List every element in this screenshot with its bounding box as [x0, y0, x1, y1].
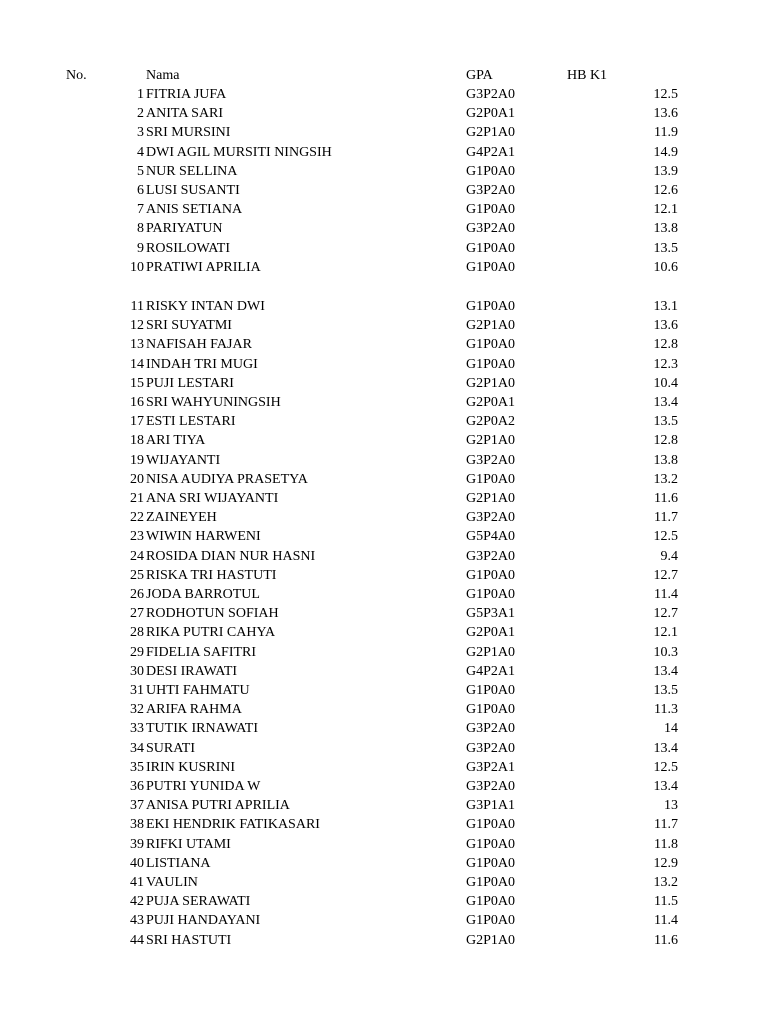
table-row — [0, 547, 768, 566]
table-row — [0, 374, 768, 393]
table-row — [0, 527, 768, 546]
row-number: 28 — [130, 625, 144, 641]
table-row — [0, 181, 768, 200]
row-number: 26 — [130, 587, 144, 602]
row-gpa: G2P0A1 — [466, 625, 516, 641]
row-hb-k1: 13.5 — [653, 683, 678, 698]
row-gpa: G3P2A0 — [466, 721, 516, 737]
row-hb-k1: 12.3 — [653, 356, 678, 372]
row-hb-k1: 11.5 — [654, 894, 678, 910]
row-hb-k1: 10.3 — [653, 644, 678, 660]
row-nama: NAFISAH FAJAR — [146, 337, 252, 353]
row-hb-k1: 12.7 — [653, 567, 678, 583]
row-hb-k1: 10.6 — [653, 259, 678, 275]
row-hb-k1: 13.2 — [653, 875, 678, 890]
row-nama: RODHOTUN SOFIAH — [146, 606, 279, 622]
table-row — [0, 758, 768, 777]
row-nama: PUJI LESTARI — [146, 375, 234, 391]
row-nama: SRI WAHYUNINGSIH — [146, 395, 281, 410]
table-row — [0, 85, 768, 104]
row-gpa: G1P0A0 — [466, 587, 516, 602]
row-hb-k1: 12.8 — [653, 433, 678, 449]
table-row — [0, 662, 768, 681]
row-gpa: G2P1A0 — [466, 318, 516, 334]
row-number: 42 — [130, 894, 144, 910]
row-gpa: G3P2A0 — [466, 510, 516, 526]
row-hb-k1: 11.7 — [654, 510, 678, 526]
row-gpa: G2P1A0 — [466, 932, 516, 948]
row-gpa: G1P0A0 — [466, 894, 516, 910]
row-nama: RISKA TRI HASTUTI — [146, 567, 277, 583]
row-nama: NISA AUDIYA PRASETYA — [146, 471, 308, 487]
row-nama: DESI IRAWATI — [146, 663, 238, 679]
row-nama: PUJA SERAWATI — [146, 894, 251, 910]
row-nama: RIKA PUTRI CAHYA — [146, 625, 276, 641]
row-gpa: G1P0A0 — [466, 202, 516, 218]
row-hb-k1: 12.1 — [653, 202, 678, 218]
row-number: 33 — [130, 721, 144, 737]
row-hb-k1: 11.7 — [654, 817, 678, 833]
row-hb-k1: 13.9 — [653, 163, 678, 179]
row-nama: ZAINEYEH — [146, 510, 217, 526]
table-row — [0, 200, 768, 219]
table-row — [0, 623, 768, 642]
row-number: 3 — [137, 125, 144, 141]
row-nama: SRI SUYATMI — [146, 318, 232, 334]
table-row — [0, 393, 768, 412]
row-number: 9 — [137, 240, 144, 256]
row-number: 44 — [130, 932, 144, 948]
table-row — [0, 604, 768, 623]
row-hb-k1: 14 — [664, 721, 678, 737]
row-number: 8 — [137, 221, 144, 237]
row-gpa: G1P0A0 — [466, 817, 516, 833]
row-gpa: G1P0A0 — [466, 299, 516, 314]
row-gpa: G1P0A0 — [466, 163, 516, 179]
row-hb-k1: 12.1 — [653, 625, 678, 641]
table-row — [0, 470, 768, 489]
row-hb-k1: 13.8 — [653, 452, 678, 468]
row-nama: ANITA SARI — [146, 106, 224, 122]
row-gpa: G3P2A0 — [466, 87, 516, 102]
table-row — [0, 258, 768, 277]
row-number: 43 — [130, 913, 144, 929]
row-number: 7 — [137, 202, 144, 218]
row-gpa: G2P0A2 — [466, 414, 516, 430]
row-nama: LUSI SUSANTI — [146, 183, 240, 198]
row-hb-k1: 12.6 — [653, 183, 678, 198]
row-nama: ANA SRI WIJAYANTI — [146, 491, 279, 506]
row-number: 41 — [130, 875, 144, 890]
table-row — [0, 854, 768, 873]
row-number: 30 — [130, 663, 144, 679]
row-gpa: G4P2A1 — [466, 663, 516, 679]
row-nama: INDAH TRI MUGI — [146, 356, 258, 372]
table-row — [0, 796, 768, 815]
table-row — [0, 643, 768, 662]
row-nama: ARIFA RAHMA — [146, 702, 242, 718]
row-gpa: G3P2A0 — [466, 740, 516, 756]
row-number: 1 — [137, 87, 144, 102]
row-number: 10 — [130, 259, 144, 275]
row-number: 24 — [130, 548, 144, 564]
row-gpa: G2P1A0 — [466, 644, 516, 660]
table-row — [0, 777, 768, 796]
row-hb-k1: 14.9 — [653, 144, 678, 160]
table-row — [0, 297, 768, 316]
row-gpa: G1P0A0 — [466, 875, 516, 890]
row-number: 13 — [130, 337, 144, 353]
row-gpa: G1P0A0 — [466, 683, 516, 698]
table-row — [0, 335, 768, 354]
row-number: 22 — [130, 510, 144, 526]
table-row — [0, 892, 768, 911]
row-gpa: G1P0A0 — [466, 240, 516, 256]
row-nama: LISTIANA — [146, 855, 211, 871]
table-row — [0, 566, 768, 585]
row-gpa: G1P0A0 — [466, 702, 516, 718]
table-row — [0, 719, 768, 738]
row-nama: IRIN KUSRINI — [146, 759, 236, 775]
table-row — [0, 431, 768, 450]
row-nama: JODA BARROTUL — [146, 587, 260, 602]
row-nama: PARIYATUN — [146, 221, 223, 237]
table-row — [0, 911, 768, 930]
row-nama: NUR SELLINA — [146, 163, 238, 179]
row-nama: ROSIDA DIAN NUR HASNI — [146, 548, 316, 564]
row-number: 35 — [130, 759, 144, 775]
row-nama: WIWIN HARWENI — [146, 529, 261, 545]
row-hb-k1: 13.4 — [653, 740, 678, 756]
row-nama: ANIS SETIANA — [146, 202, 243, 218]
row-nama: ROSILOWATI — [146, 240, 230, 256]
row-gpa: G3P2A0 — [466, 183, 516, 198]
table-row — [0, 143, 768, 162]
row-number: 23 — [130, 529, 144, 545]
row-number: 18 — [130, 433, 144, 449]
row-nama: ARI TIYA — [146, 433, 206, 449]
row-number: 16 — [130, 395, 144, 410]
row-hb-k1: 12.5 — [653, 759, 678, 775]
table-row — [0, 239, 768, 258]
row-nama: PRATIWI APRILIA — [146, 259, 261, 275]
row-gpa: G1P0A0 — [466, 471, 516, 487]
row-number: 12 — [130, 318, 144, 334]
table-row — [0, 219, 768, 238]
row-nama: SRI MURSINI — [146, 125, 231, 141]
row-hb-k1: 11.3 — [654, 702, 678, 718]
row-gpa: G3P2A1 — [466, 759, 516, 775]
row-gpa: G1P0A0 — [466, 356, 516, 372]
row-gpa: G2P1A0 — [466, 125, 516, 141]
row-nama: TUTIK IRNAWATI — [146, 721, 259, 737]
header-nama: Nama — [146, 68, 180, 83]
row-number: 38 — [130, 817, 144, 833]
row-number: 39 — [130, 836, 144, 852]
row-hb-k1: 11.6 — [654, 491, 678, 506]
row-number: 21 — [130, 491, 144, 506]
table-row — [0, 681, 768, 700]
row-number: 36 — [130, 779, 144, 794]
row-gpa: G1P0A0 — [466, 836, 516, 852]
row-gpa: G2P0A1 — [466, 395, 516, 410]
row-hb-k1: 11.4 — [654, 913, 678, 929]
table-row — [0, 700, 768, 719]
table-row — [0, 931, 768, 950]
table-row — [0, 508, 768, 527]
table-row — [0, 123, 768, 142]
row-gpa: G1P0A0 — [466, 337, 516, 353]
row-hb-k1: 13.5 — [653, 240, 678, 256]
row-hb-k1: 12.9 — [653, 855, 678, 871]
table-row — [0, 835, 768, 854]
row-hb-k1: 13.1 — [653, 299, 678, 314]
row-hb-k1: 11.6 — [654, 932, 678, 948]
table-row — [0, 815, 768, 834]
row-gpa: G3P2A0 — [466, 452, 516, 468]
row-number: 25 — [130, 567, 144, 583]
row-gpa: G4P2A1 — [466, 144, 516, 160]
row-hb-k1: 9.4 — [660, 548, 678, 564]
table-row — [0, 162, 768, 181]
row-hb-k1: 13.8 — [653, 221, 678, 237]
row-nama: EKI HENDRIK FATIKASARI — [146, 817, 320, 833]
row-hb-k1: 13 — [664, 798, 678, 814]
header-gpa: GPA — [466, 68, 493, 83]
row-nama: FITRIA JUFA — [146, 87, 227, 102]
row-nama: ANISA PUTRI APRILIA — [146, 798, 290, 814]
row-gpa: G3P2A0 — [466, 548, 516, 564]
row-number: 2 — [137, 106, 144, 122]
table-row — [0, 451, 768, 470]
row-number: 31 — [130, 683, 144, 698]
row-hb-k1: 10.4 — [653, 375, 678, 391]
row-nama: PUTRI YUNIDA W — [146, 779, 261, 794]
table-row — [0, 489, 768, 508]
row-gpa: G3P2A0 — [466, 221, 516, 237]
row-number: 11 — [130, 299, 144, 314]
row-gpa: G1P0A0 — [466, 855, 516, 871]
row-hb-k1: 11.4 — [654, 587, 678, 602]
row-nama: PUJI HANDAYANI — [146, 913, 261, 929]
row-nama: RIFKI UTAMI — [146, 836, 231, 852]
row-nama: VAULIN — [146, 875, 198, 890]
row-hb-k1: 13.4 — [653, 395, 678, 410]
row-number: 19 — [130, 452, 144, 468]
table-row — [0, 355, 768, 374]
row-number: 34 — [130, 740, 144, 756]
row-nama: SRI HASTUTI — [146, 932, 232, 948]
table-row — [0, 585, 768, 604]
row-hb-k1: 13.4 — [653, 663, 678, 679]
row-hb-k1: 12.5 — [653, 87, 678, 102]
table-row — [0, 873, 768, 892]
row-hb-k1: 13.4 — [653, 779, 678, 794]
row-number: 32 — [130, 702, 144, 718]
row-hb-k1: 13.6 — [653, 318, 678, 334]
row-nama: RISKY INTAN DWI — [146, 299, 265, 314]
row-gpa: G5P4A0 — [466, 529, 516, 545]
row-gpa: G1P0A0 — [466, 259, 516, 275]
row-number: 15 — [130, 375, 144, 391]
row-hb-k1: 12.8 — [653, 337, 678, 353]
row-gpa: G2P1A0 — [466, 491, 516, 506]
row-nama: ESTI LESTARI — [146, 414, 236, 430]
row-gpa: G3P2A0 — [466, 779, 516, 794]
table-row — [0, 739, 768, 758]
row-gpa: G5P3A1 — [466, 606, 516, 622]
row-gpa: G3P1A1 — [466, 798, 516, 814]
row-gpa: G2P1A0 — [466, 433, 516, 449]
row-nama: FIDELIA SAFITRI — [146, 644, 257, 660]
row-hb-k1: 11.8 — [654, 836, 678, 852]
row-gpa: G1P0A0 — [466, 913, 516, 929]
row-nama: DWI AGIL MURSITI NINGSIH — [146, 144, 332, 160]
row-hb-k1: 13.2 — [653, 471, 678, 487]
row-nama: SURATI — [146, 740, 196, 756]
row-number: 37 — [130, 798, 144, 814]
table-row — [0, 104, 768, 123]
header-hb-k1: HB K1 — [567, 68, 608, 83]
row-number: 20 — [130, 471, 144, 487]
row-hb-k1: 12.7 — [653, 606, 678, 622]
row-number: 17 — [130, 414, 144, 430]
row-number: 4 — [137, 144, 144, 160]
row-number: 6 — [137, 183, 144, 198]
row-number: 5 — [137, 163, 144, 179]
row-hb-k1: 11.9 — [654, 125, 678, 141]
row-number: 40 — [130, 855, 144, 871]
header-no: No. — [66, 68, 87, 83]
table-row — [0, 412, 768, 431]
table-row — [0, 316, 768, 335]
row-hb-k1: 12.5 — [653, 529, 678, 545]
row-gpa: G2P0A1 — [466, 106, 516, 122]
row-number: 27 — [130, 606, 144, 622]
row-hb-k1: 13.5 — [653, 414, 678, 430]
row-gpa: G1P0A0 — [466, 567, 516, 583]
row-number: 29 — [130, 644, 144, 660]
row-hb-k1: 13.6 — [653, 106, 678, 122]
row-number: 14 — [130, 356, 144, 372]
row-nama: UHTI FAHMATU — [146, 683, 250, 698]
row-nama: WIJAYANTI — [146, 452, 221, 468]
row-gpa: G2P1A0 — [466, 375, 516, 391]
